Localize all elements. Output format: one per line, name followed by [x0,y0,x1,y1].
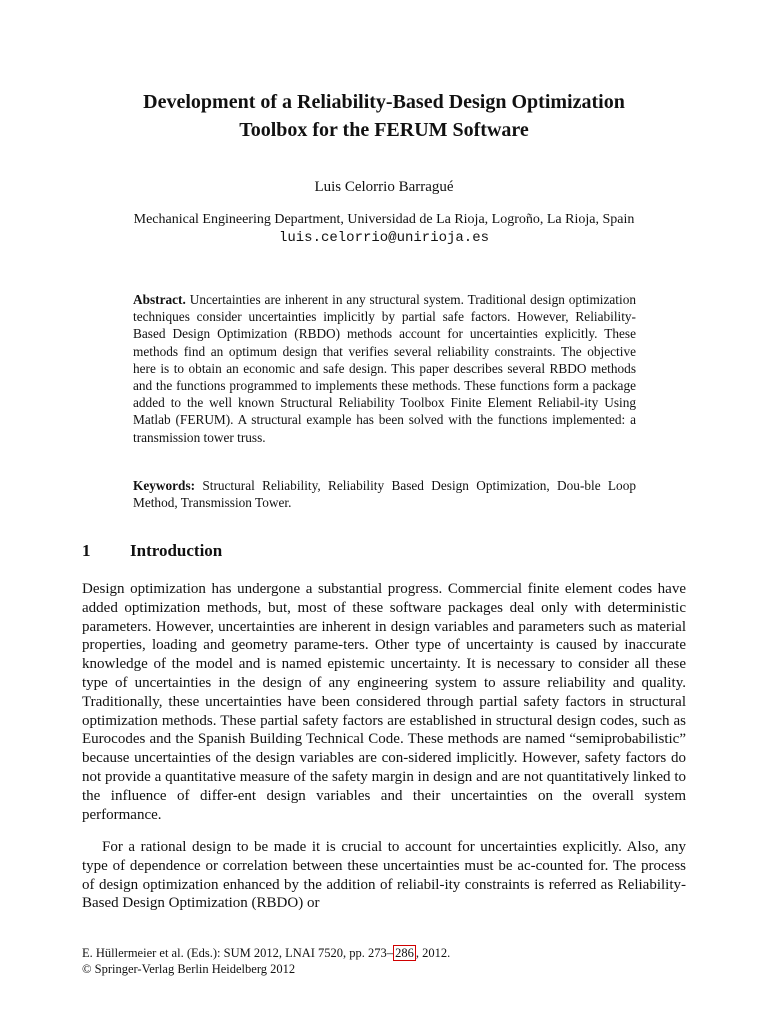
intro-paragraph-2: For a rational design to be made it is crucial to account for uncertainties explicitly. Also, any type of dependence or correlation between these uncertainties must be ac-counted for. The process of design optimization enhanced by the addition of reliabil-ity constraints is referred as Reliability-Based Design Optimization (RBDO) or [82,839,686,912]
page-end-link[interactable]: 286 [395,946,414,960]
footer-citation-prefix: E. Hüllermeier et al. (Eds.): SUM 2012, LNAI 7520, pp. 273– [82,946,394,960]
section-heading [82,540,222,562]
affiliation: Mechanical Engineering Department, Universidad de La Rioja, Logroño, La Rioja, Spain [133,212,635,227]
abstract-text: Uncertainties are inherent in any structural system. Traditional design optimization techniques consider uncertainties implicitly by partial safe factors. However, Reliability-Based Design Optimization (RBDO) methods account for uncertainties explicitly. These methods find an optimum design that verifies several reliability constraints. The objective here is to obtain an economic and safe design. This paper describes several RBDO methods and the functions programmed to implements these methods. These functions form a package added to the well known Structural Reliability Toolbox Finite Element Reliabil-ity Using Matlab (FERUM). A structural example has been solved with the functions implemented: a transmission tower truss. [133,292,636,445]
keywords [133,477,636,511]
title-line-1: Development of a Reliability-Based Design Optimization [143,91,625,113]
footer-citation [82,945,450,961]
author-name: Luis Celorrio Barragué [314,179,454,195]
page-footer [82,945,450,977]
author-email: luis.celorrio@unirioja.es [278,230,490,246]
keywords-text: Structural Reliability, Reliability Based Design Optimization, Dou-ble Loop Method, Transmission Tower. [133,478,636,511]
intro-paragraph-1: Design optimization has undergone a substantial progress. Commercial finite element codes have added optimization methods, but, most of these software packages deal only with deterministic parameters. However, uncertainties are inherent in design variables and parameters such as material properties, loading and geometry parame-ters. Other type of uncertainty is caused by inaccurate knowledge of the model and is named epistemic uncertainty. It is necessary to consider all these type of uncertainties in the design of any engineering system to assure reliability and quality. Traditionally, these uncertainties have been considered through partial safety factors in structural optimization methods. These partial safety factors are established in structural design codes, such as Eurocodes and the Spanish Building Technical Code. These methods are named “semiprobabilistic” because uncertainties of the design variables are con-sidered implicitly. However, safety factors do not provide a quantitative measure of the safety margin in design and are not quantitatively linked to the influence of differ-ent design variables and their uncertainties on the overall system performance. [82,581,686,823]
abstract [133,291,636,446]
title-line-2: Toolbox for the FERUM Software [239,119,529,141]
keywords-label: Keywords: [133,478,196,493]
footer-citation-suffix: , 2012. [415,946,451,960]
paper-title [60,88,708,144]
section-title: Introduction [130,541,223,560]
section-number: 1 [82,541,91,560]
abstract-label: Abstract. [133,292,186,307]
footer-copyright: © Springer-Verlag Berlin Heidelberg 2012 [82,962,296,976]
